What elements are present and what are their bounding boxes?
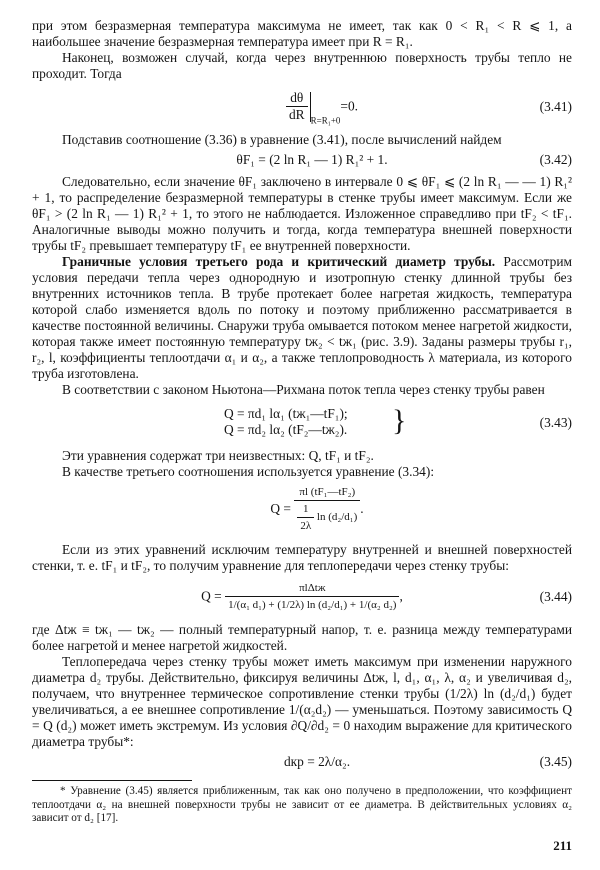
eq342-formula: θF₁ = (2 ln R₁ — 1) R₁² + 1. (236, 152, 388, 167)
eq343-line-1: Q = πd₁ lα₁ (tж₁—tF₁); (224, 406, 348, 421)
paragraph-4: Следовательно, если значение θF₁ заключено в интервале 0 ⩽ θF₁ ⩽ (2 ln R₁ — — 1) R₁² + 1, то распределение безразмерной температуры в стенке трубы имеет максимум. Если же θF₁ > (2 ln R₁ — 1) R₁² + 1, то этого не наблюдается. Изложенное справедливо при tF₂ < tF₁. Аналогичные выводы можно получить и тогда, когда температура внешней поверхности трубы tF₂ превышает температуру tF₁ ее внутренней поверхности. (32, 174, 572, 253)
eq344-label: (3.44) (539, 589, 572, 604)
section-heading: Граничные условия третьего рода и критический диаметр трубы. (62, 254, 496, 269)
footnote: * Уравнение (3.45) является приближенным, так как оно получено в предположении, что коэффициент теплоотдачи α₂ на внешней поверхности трубы не зависит от ее диаметра. В действительных условиях α₂ зависит от d₂ [17]. (32, 785, 572, 824)
equation-3-42 (32, 152, 572, 170)
paragraph-2: Наконец, возможен случай, когда через внутреннюю поверхность трубы тепло не проходит. Тогда (32, 50, 572, 81)
equation-3-45 (32, 754, 572, 772)
eq334-numerator: πl (tF₁—tF₂) (294, 484, 360, 501)
eq345-label: (3.45) (539, 754, 572, 769)
eq334-inner-numerator: 1 (297, 501, 314, 518)
eq342-label: (3.42) (539, 152, 572, 167)
eq334-log: ln (d₂/d₁) (316, 511, 358, 524)
eq344-denominator: 1/(α₁ d₁) + (1/2λ) ln (d₂/d₁) + 1/(α₂ d₂) (228, 599, 397, 611)
page-number: 211 (553, 838, 572, 853)
eq341-condition: R=R₁+0 (310, 115, 341, 126)
paragraph-7a: Эти уравнения содержат три неизвестных: Q, tF₁ и tF₂. (62, 448, 374, 463)
eq334-lhs: Q = (270, 501, 291, 516)
eq341-label: (3.41) (539, 99, 572, 114)
eq343-line-2: Q = πd₂ lα₂ (tF₂—tж₂). (224, 422, 348, 437)
eq334-inner-denominator: 2λ (300, 520, 312, 532)
page-body (32, 18, 572, 826)
eq341-rhs: =0. (340, 98, 359, 114)
equation-3-44: Q = $\frac{\text{πlΔtж}}{\text{1/(α₁ d₁) + (1/2λ) ln (d₂/d₁) + 1/(α₂ d₂)}}$ , (3.44) (201, 582, 572, 611)
paragraph-5 (32, 254, 572, 382)
paragraph-6: В соответствии с законом Ньютона—Рихмана поток тепла через стенку трубы равен (62, 382, 545, 397)
paragraph-8: Если из этих уравнений исключим температуру внутренней и внешней поверхностей стенки, т. е. tF₁ и tF₂, то получим уравнение для теплопередачи через стенку трубы: (32, 542, 572, 573)
paragraph-5-body: Рассмотрим условия передачи тепла через однородную и изотропную стенку длинной трубы без внутренних источников тепла. В трубе протекает более нагретая жидкость, температура которой слабо изменяется вдоль по потоку и поэтому приближенно рассматривается в качестве постоянной величины. Снаружи труба омывается потоком менее нагретой жидкости, которая также имеет постоянную температуру tж₂ < tж₁ (рис. 3.9). Заданы размеры трубы r₁, r₂, l, коэффициенты теплоотдачи α₁ и α₂, а также теплопроводность λ материала, из которого труба изготовлена. (32, 254, 572, 381)
eq345-formula: dкр = 2λ/α₂. (283, 754, 351, 769)
paragraph-3: Подставив соотношение (3.36) в уравнение (3.41), после вычислений найдем (62, 132, 502, 147)
equation-3-43 (32, 404, 572, 442)
equation-3-41 (32, 90, 572, 124)
eq344-lhs: Q = (201, 588, 222, 604)
footnote-divider (32, 780, 192, 781)
eq343-label: (3.43) (539, 415, 572, 430)
eq344-numerator: πlΔtж (225, 580, 399, 597)
paragraph-10: Теплопередача через стенку трубы может иметь максимум при изменении наружного диаметра d₂ трубы. Действительно, фиксируя величины Δtж, l, d₁, α₁, λ, α₂ и увеличивая d₂, получаем, что внутреннее термическое сопротивление стенки трубы (1/2λ) ln (d₂/d₁) будет увеличиваться, а ее внешнее сопротивление 1/(α₂d₂) — уменьшаться. Поэтому зависимость Q = Q (d₂) может иметь экстремум. Из условия ∂Q/∂d₂ = 0 находим выражение для критического диаметра трубы*: (32, 654, 572, 749)
eq341-denominator: dR (288, 107, 305, 122)
paragraph-7b: В качестве третьего соотношения используется уравнение (3.34): (62, 464, 435, 479)
equation-3-34: Q = πl (tF₁—tF₂) $\frac{1}{2\lambda}$ ln (d₂/d₁) . (270, 486, 364, 532)
right-brace-icon: } (392, 404, 407, 437)
eq341-numerator: dθ (286, 90, 308, 107)
paragraph-1: при этом безразмерная температура максимума не имеет, так как 0 < R₁ < R ⩽ 1, а наибольшее значение безразмерная температура имеет при R = R₁. (32, 18, 572, 49)
paragraph-9: где Δtж ≡ tж₁ — tж₂ — полный температурный напор, т. е. разница между температурами более нагретой и менее нагретой жидкостей. (32, 622, 572, 653)
